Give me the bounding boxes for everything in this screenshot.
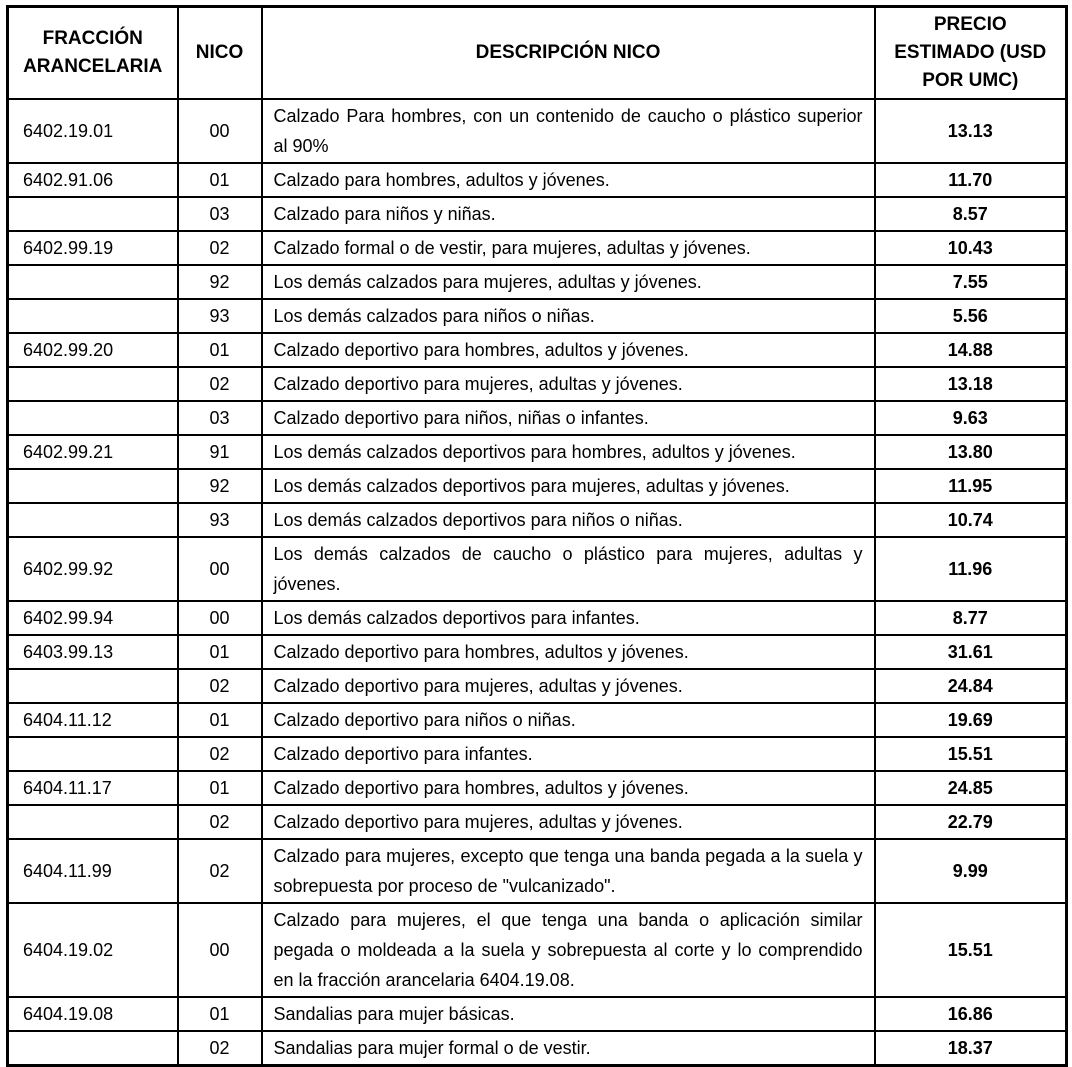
cell-nico: 03 [178, 401, 262, 435]
table-row [8, 469, 1067, 503]
table-row [8, 635, 1067, 669]
cell-nico: 01 [178, 997, 262, 1031]
cell-fraccion-arancelaria [8, 265, 178, 299]
cell-nico: 01 [178, 163, 262, 197]
cell-fraccion-arancelaria: 6402.19.01 [8, 99, 178, 163]
table-row [8, 99, 1067, 163]
cell-nico: 00 [178, 537, 262, 601]
table-row [8, 333, 1067, 367]
cell-fraccion-arancelaria: 6402.99.19 [8, 231, 178, 265]
cell-fraccion-arancelaria: 6402.91.06 [8, 163, 178, 197]
table-row [8, 839, 1067, 903]
cell-nico: 92 [178, 469, 262, 503]
cell-fraccion-arancelaria [8, 299, 178, 333]
cell-precio-estimado: 14.88 [875, 333, 1067, 367]
cell-descripcion: Calzado deportivo para hombres, adultos y jóvenes. [262, 771, 875, 805]
cell-descripcion: Calzado deportivo para mujeres, adultas y jóvenes. [262, 669, 875, 703]
cell-descripcion: Calzado para hombres, adultos y jóvenes. [262, 163, 875, 197]
cell-precio-estimado: 5.56 [875, 299, 1067, 333]
table-header [8, 7, 1067, 100]
table-row [8, 197, 1067, 231]
cell-descripcion: Los demás calzados de caucho o plástico para mujeres, adultas y jóvenes. [262, 537, 875, 601]
cell-fraccion-arancelaria [8, 737, 178, 771]
cell-precio-estimado: 18.37 [875, 1031, 1067, 1066]
cell-nico: 02 [178, 367, 262, 401]
cell-precio-estimado: 15.51 [875, 737, 1067, 771]
cell-precio-estimado: 16.86 [875, 997, 1067, 1031]
cell-nico: 93 [178, 299, 262, 333]
cell-nico: 01 [178, 771, 262, 805]
cell-fraccion-arancelaria: 6404.11.99 [8, 839, 178, 903]
cell-descripcion: Calzado deportivo para mujeres, adultas y jóvenes. [262, 805, 875, 839]
cell-descripcion: Calzado para niños y niñas. [262, 197, 875, 231]
table-row [8, 299, 1067, 333]
cell-fraccion-arancelaria: 6404.11.17 [8, 771, 178, 805]
cell-fraccion-arancelaria [8, 367, 178, 401]
tariff-price-table [6, 5, 1068, 1067]
table-row [8, 367, 1067, 401]
cell-nico: 91 [178, 435, 262, 469]
cell-nico: 02 [178, 669, 262, 703]
table-row [8, 601, 1067, 635]
table-row [8, 771, 1067, 805]
cell-precio-estimado: 10.43 [875, 231, 1067, 265]
cell-fraccion-arancelaria [8, 669, 178, 703]
cell-descripcion: Los demás calzados para mujeres, adultas y jóvenes. [262, 265, 875, 299]
cell-descripcion: Los demás calzados deportivos para niños o niñas. [262, 503, 875, 537]
cell-precio-estimado: 13.80 [875, 435, 1067, 469]
table-row [8, 231, 1067, 265]
cell-descripcion: Calzado deportivo para hombres, adultos y jóvenes. [262, 635, 875, 669]
cell-nico: 02 [178, 839, 262, 903]
table-row [8, 503, 1067, 537]
cell-fraccion-arancelaria: 6404.11.12 [8, 703, 178, 737]
cell-nico: 00 [178, 903, 262, 997]
cell-descripcion: Calzado para mujeres, el que tenga una banda o aplicación similar pegada o moldeada a la suela y sobrepuesta al corte y lo comprendido en la fracción arancelaria 6404.19.08. [262, 903, 875, 997]
cell-nico: 01 [178, 333, 262, 367]
table-row [8, 737, 1067, 771]
header-descripcion-nico: DESCRIPCIÓN NICO [262, 7, 875, 100]
cell-nico: 01 [178, 635, 262, 669]
cell-descripcion: Calzado deportivo para hombres, adultos y jóvenes. [262, 333, 875, 367]
table-row [8, 401, 1067, 435]
cell-descripcion: Calzado formal o de vestir, para mujeres, adultas y jóvenes. [262, 231, 875, 265]
cell-descripcion: Calzado deportivo para niños, niñas o infantes. [262, 401, 875, 435]
cell-fraccion-arancelaria [8, 469, 178, 503]
cell-descripcion: Calzado para mujeres, excepto que tenga una banda pegada a la suela y sobrepuesta por proceso de "vulcanizado". [262, 839, 875, 903]
cell-fraccion-arancelaria [8, 401, 178, 435]
cell-precio-estimado: 13.18 [875, 367, 1067, 401]
table-row [8, 435, 1067, 469]
table-row [8, 537, 1067, 601]
cell-precio-estimado: 19.69 [875, 703, 1067, 737]
cell-fraccion-arancelaria [8, 1031, 178, 1066]
cell-nico: 02 [178, 231, 262, 265]
cell-fraccion-arancelaria: 6402.99.21 [8, 435, 178, 469]
header-fraccion-arancelaria: FRACCIÓN ARANCELARIA [8, 7, 178, 100]
cell-descripcion: Sandalias para mujer formal o de vestir. [262, 1031, 875, 1066]
cell-fraccion-arancelaria [8, 503, 178, 537]
cell-precio-estimado: 22.79 [875, 805, 1067, 839]
cell-precio-estimado: 11.70 [875, 163, 1067, 197]
cell-descripcion: Calzado Para hombres, con un contenido de caucho o plástico superior al 90% [262, 99, 875, 163]
cell-descripcion: Los demás calzados deportivos para infantes. [262, 601, 875, 635]
cell-fraccion-arancelaria: 6403.99.13 [8, 635, 178, 669]
cell-descripcion: Los demás calzados deportivos para mujeres, adultas y jóvenes. [262, 469, 875, 503]
cell-precio-estimado: 9.99 [875, 839, 1067, 903]
cell-precio-estimado: 15.51 [875, 903, 1067, 997]
cell-precio-estimado: 31.61 [875, 635, 1067, 669]
cell-precio-estimado: 8.77 [875, 601, 1067, 635]
table-body [8, 99, 1067, 1066]
cell-precio-estimado: 13.13 [875, 99, 1067, 163]
cell-precio-estimado: 11.95 [875, 469, 1067, 503]
table-header-row [8, 7, 1067, 100]
cell-precio-estimado: 24.84 [875, 669, 1067, 703]
cell-nico: 01 [178, 703, 262, 737]
cell-precio-estimado: 9.63 [875, 401, 1067, 435]
cell-nico: 03 [178, 197, 262, 231]
header-nico: NICO [178, 7, 262, 100]
table-row [8, 163, 1067, 197]
cell-nico: 02 [178, 737, 262, 771]
cell-precio-estimado: 8.57 [875, 197, 1067, 231]
cell-precio-estimado: 11.96 [875, 537, 1067, 601]
header-precio-estimado: PRECIO ESTIMADO (USD POR UMC) [875, 7, 1067, 100]
cell-fraccion-arancelaria [8, 197, 178, 231]
cell-nico: 02 [178, 1031, 262, 1066]
cell-fraccion-arancelaria: 6404.19.02 [8, 903, 178, 997]
cell-nico: 00 [178, 99, 262, 163]
cell-descripcion: Calzado deportivo para niños o niñas. [262, 703, 875, 737]
cell-descripcion: Calzado deportivo para mujeres, adultas y jóvenes. [262, 367, 875, 401]
table-row [8, 1031, 1067, 1066]
cell-fraccion-arancelaria: 6402.99.20 [8, 333, 178, 367]
cell-descripcion: Los demás calzados para niños o niñas. [262, 299, 875, 333]
table-row [8, 805, 1067, 839]
cell-fraccion-arancelaria: 6402.99.94 [8, 601, 178, 635]
table-row [8, 669, 1067, 703]
cell-precio-estimado: 24.85 [875, 771, 1067, 805]
table-row [8, 903, 1067, 997]
table-row [8, 265, 1067, 299]
cell-descripcion: Sandalias para mujer básicas. [262, 997, 875, 1031]
cell-nico: 02 [178, 805, 262, 839]
cell-fraccion-arancelaria: 6402.99.92 [8, 537, 178, 601]
cell-precio-estimado: 10.74 [875, 503, 1067, 537]
cell-precio-estimado: 7.55 [875, 265, 1067, 299]
cell-nico: 93 [178, 503, 262, 537]
cell-nico: 00 [178, 601, 262, 635]
cell-fraccion-arancelaria [8, 805, 178, 839]
cell-descripcion: Calzado deportivo para infantes. [262, 737, 875, 771]
cell-fraccion-arancelaria: 6404.19.08 [8, 997, 178, 1031]
table-row [8, 703, 1067, 737]
cell-descripcion: Los demás calzados deportivos para hombres, adultos y jóvenes. [262, 435, 875, 469]
cell-nico: 92 [178, 265, 262, 299]
